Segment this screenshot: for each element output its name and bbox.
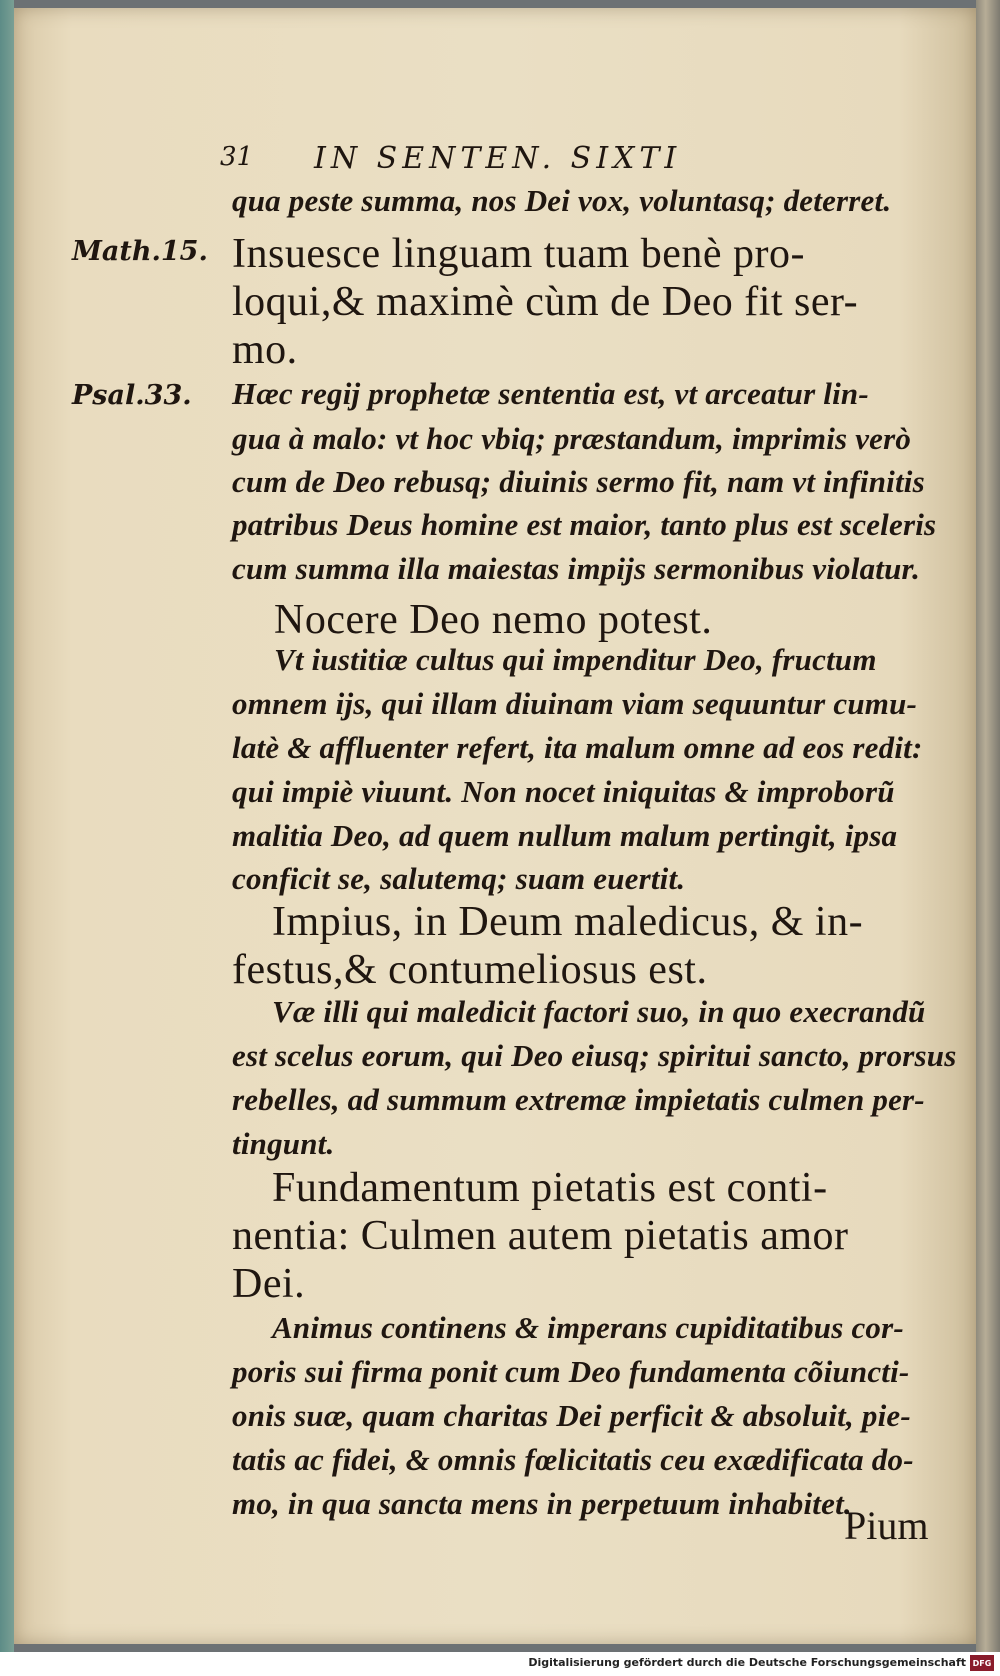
text-line: mo. bbox=[232, 327, 298, 373]
text-line: Vt iustitiæ cultus qui impenditur Deo, fructum bbox=[274, 642, 877, 677]
text-line: Insuesce linguam tuam benè pro- bbox=[232, 231, 805, 277]
text-line: conficit se, salutemq; suam euertit. bbox=[232, 861, 686, 896]
text-line: poris sui firma ponit cum Deo fundamenta cõiuncti- bbox=[232, 1354, 910, 1389]
footer-credit: Digitalisierung gefördert durch die Deutsche Forschungsgemeinschaft bbox=[528, 1656, 966, 1669]
dfg-logo: DFG bbox=[970, 1655, 994, 1671]
text-line: tingunt. bbox=[232, 1126, 335, 1161]
text-line: Hæc regij prophetæ sententia est, vt arceatur lin- bbox=[232, 376, 869, 411]
text-line: Væ illi qui maledicit factori suo, in quo execrandũ bbox=[272, 994, 926, 1029]
text-line: est scelus eorum, qui Deo eiusq; spiritui sancto, prorsus bbox=[232, 1038, 957, 1073]
text-line: Animus continens & imperans cupiditatibus cor- bbox=[272, 1310, 904, 1345]
margin-note-psal: Psal.33. bbox=[72, 380, 192, 411]
text-line: Dei. bbox=[232, 1261, 306, 1307]
text-line: nentia: Culmen autem pietatis amor bbox=[232, 1213, 849, 1259]
text-line: patribus Deus homine est maior, tanto plus est sceleris bbox=[232, 507, 937, 542]
running-title: IN SENTEN. SIXTI bbox=[314, 141, 682, 176]
text-line: rebelles, ad summum extremæ impietatis culmen per- bbox=[232, 1082, 925, 1117]
text-line: mo, in qua sancta mens in perpetuum inhabitet. bbox=[232, 1486, 852, 1521]
page-number: 31 bbox=[220, 142, 254, 172]
book-spine bbox=[976, 0, 1000, 1652]
catchword: Pium bbox=[844, 1503, 929, 1548]
text-line: qui impiè viuunt. Non nocet iniquitas & improborũ bbox=[232, 774, 895, 809]
digitization-footer bbox=[0, 1652, 1000, 1676]
text-line: festus,& contumeliosus est. bbox=[232, 947, 708, 993]
text-line: Nocere Deo nemo potest. bbox=[274, 597, 713, 643]
book-page bbox=[14, 8, 976, 1644]
text-line: tatis ac fidei, & omnis fœlicitatis ceu exædificata do- bbox=[232, 1442, 914, 1477]
text-line: loqui,& maximè cùm de Deo fit ser- bbox=[232, 279, 859, 325]
text-line: latè & affluenter refert, ita malum omne ad eos redit: bbox=[232, 730, 923, 765]
book-edge-left bbox=[0, 0, 14, 1652]
text-line: omnem ijs, qui illam diuinam viam sequuntur cumu- bbox=[232, 686, 918, 721]
text-line: Fundamentum pietatis est conti- bbox=[272, 1165, 828, 1211]
text-line: cum summa illa maiestas impijs sermonibus violatur. bbox=[232, 551, 921, 586]
text-line: Impius, in Deum maledicus, & in- bbox=[272, 899, 864, 945]
text-line: malitia Deo, ad quem nullum malum pertingit, ipsa bbox=[232, 818, 898, 853]
text-line: gua à malo: vt hoc vbiq; præstandum, imprimis verò bbox=[232, 421, 912, 456]
text-line: onis suæ, quam charitas Dei perficit & absoluit, pie- bbox=[232, 1398, 911, 1433]
text-line: qua peste summa, nos Dei vox, voluntasq; deterret. bbox=[232, 183, 892, 218]
margin-note-math: Math.15. bbox=[72, 236, 208, 267]
text-line: cum de Deo rebusq; diuinis sermo fit, nam vt infinitis bbox=[232, 464, 925, 499]
